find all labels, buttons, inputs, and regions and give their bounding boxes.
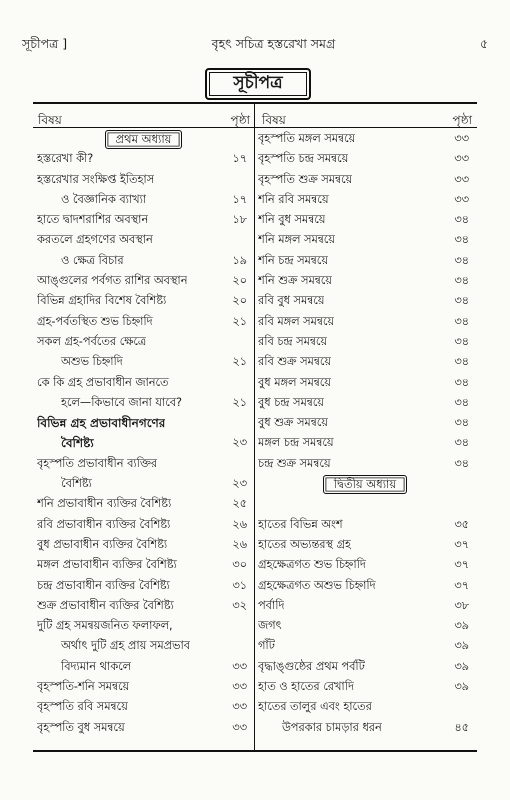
contents-entry — [37, 291, 250, 311]
entry-title: রবি বুধ সমন্বয়ে — [258, 294, 325, 308]
entry-page-number: ৩৯ — [454, 619, 469, 633]
contents-entry — [37, 697, 250, 717]
subject-heading: বিষয় — [38, 113, 62, 127]
row-spacer — [258, 494, 472, 514]
entry-page-number: ৩৫ — [454, 517, 469, 531]
entry-title: বৃহস্পতি চন্দ্র সমন্বয়ে — [258, 152, 349, 166]
entry-title: বিভিন্ন গ্রহ প্রভাবাধীনগণের — [37, 416, 166, 431]
contents-entry — [258, 251, 472, 271]
entry-page-number: ৩৪ — [454, 395, 469, 409]
page-number: ৫ — [479, 36, 488, 51]
entry-title: বৃহস্পতি শুক্র সমন্বয়ে — [258, 172, 353, 186]
entry-page-number: ৩৪ — [454, 314, 469, 328]
entry-title: বৈশিষ্ট্য — [61, 477, 92, 491]
contents-entry — [37, 515, 250, 535]
entry-page-number: ৩৪ — [454, 416, 469, 430]
contents-entry — [37, 454, 250, 474]
contents-entry — [37, 576, 250, 596]
contents-entry — [37, 433, 250, 453]
entry-page-number: ২৩ — [232, 436, 247, 450]
entry-page-number: ৩৩ — [232, 680, 247, 694]
entry-title: শনি বুধ সমন্বয়ে — [258, 213, 326, 227]
entry-title: পর্বাদি — [258, 598, 285, 612]
contents-entry — [258, 454, 472, 474]
entry-title: শনি মঙ্গল সমন্বয়ে — [258, 233, 335, 247]
contents-entry — [37, 210, 250, 230]
contents-entry — [258, 636, 472, 656]
contents-entry — [258, 535, 472, 555]
entry-page-number: ১৯ — [232, 253, 247, 267]
entry-title: দুটি গ্রহ সমন্বয়জনিত ফলাফল, — [37, 619, 173, 633]
entry-title: সকল গ্রহ-পর্বতের ক্ষেত্রে — [37, 334, 147, 348]
entry-title: বৃহস্পতি-শনি সমন্বয়ে — [37, 680, 130, 694]
entry-page-number — [221, 413, 250, 433]
entry-page-number: ১৭ — [232, 192, 247, 206]
contents-entry — [37, 190, 250, 210]
entry-page-number — [443, 697, 472, 717]
page-title — [205, 68, 311, 100]
entry-title: রবি শুক্র সমন্বয়ে — [258, 355, 332, 369]
contents-entry — [258, 312, 472, 332]
contents-entry — [258, 657, 472, 677]
entry-page-number — [221, 636, 250, 656]
contents-entry — [37, 373, 250, 393]
entry-page-number: ৩৪ — [454, 213, 469, 227]
entry-page-number: ৩৪ — [454, 274, 469, 288]
entry-page-number: ২১ — [232, 395, 247, 409]
entry-title: হলে—কিভাবে জানা যাবে? — [61, 395, 183, 409]
contents-entry — [258, 230, 472, 250]
book-title: বৃহৎ সচিত্র হস্তরেখা সমগ্র — [211, 36, 336, 51]
contents-entry — [258, 190, 472, 210]
entry-page-number: ২৬ — [232, 537, 247, 551]
entry-page-number: ৩১ — [232, 578, 247, 592]
contents-entry — [258, 718, 472, 738]
contents-entry — [37, 555, 250, 575]
entry-title: হাতের অভ্যন্তরস্থ গ্রহ — [258, 537, 351, 551]
entry-title: হাত ও হাতের রেখাদি — [258, 680, 354, 694]
contents-entry — [37, 535, 250, 555]
entry-page-number: ৩৪ — [454, 436, 469, 450]
contents-entry — [37, 170, 250, 190]
contents-entry — [37, 657, 250, 677]
contents-entry — [258, 677, 472, 697]
entry-page-number: ২০ — [232, 294, 247, 308]
entry-title: বৃহস্পতি রবি সমন্বয়ে — [37, 700, 128, 714]
entry-page-number: ৩৮ — [454, 598, 469, 612]
page-heading: পৃষ্ঠা — [230, 113, 250, 127]
entry-title: গ্রহক্ষেত্রগত শুভ চিহ্নাদি — [258, 558, 366, 572]
contents-entry — [37, 596, 250, 616]
entry-page-number — [221, 454, 250, 474]
entry-page-number — [221, 170, 250, 190]
entry-page-number: ১৭ — [232, 152, 247, 166]
contents-entry — [37, 474, 250, 494]
contents-entry — [258, 210, 472, 230]
contents-entry — [258, 697, 472, 717]
contents-entry — [258, 373, 472, 393]
entry-page-number: ৩৪ — [454, 253, 469, 267]
entry-title: করতলে গ্রহগণের অবস্থান — [37, 233, 153, 247]
entry-title: বিভিন্ন গ্রহাদির বিশেষ বৈশিষ্ট্য — [37, 294, 167, 308]
contents-entry — [258, 332, 472, 352]
entry-page-number: ২৩ — [232, 477, 247, 491]
contents-entry — [258, 149, 472, 169]
entry-page-number: ২০ — [232, 274, 247, 288]
subject-heading: বিষয় — [262, 113, 286, 127]
contents-entry — [258, 352, 472, 372]
contents-entry — [258, 129, 472, 149]
entry-page-number: ৩৪ — [454, 355, 469, 369]
contents-entry — [37, 271, 250, 291]
entry-page-number: ১৮ — [232, 213, 247, 227]
entry-page-number: ২৫ — [232, 497, 247, 511]
entry-title: মঙ্গল চন্দ্র সমন্বয়ে — [258, 436, 334, 450]
entry-title: চন্দ্র শুক্র সমন্বয়ে — [258, 456, 331, 470]
entry-title: গ্রহ-পর্বতস্থিত শুভ চিহ্নাদি — [37, 314, 153, 328]
header-rule — [33, 127, 477, 128]
chapter-heading-label: প্রথম অধ্যায় — [105, 130, 183, 149]
entry-page-number: ৩৩ — [232, 659, 247, 673]
contents-entry — [37, 616, 250, 636]
entry-title: বৈশিষ্ট্য — [61, 436, 94, 451]
entry-title: হাতে দ্বাদশরাশির অবস্থান — [37, 213, 149, 227]
contents-entry — [37, 636, 250, 656]
page-title-text: সূচীপত্র — [233, 73, 283, 93]
entry-title: বুধ প্রভাবাধীন ব্যক্তির বৈশিষ্ট্য — [37, 537, 168, 551]
contents-entry — [258, 291, 472, 311]
entry-page-number: ২১ — [232, 355, 247, 369]
entry-title: অর্থাৎ দুটি গ্রহ প্রায় সমপ্রভাব — [61, 639, 191, 653]
contents-entry — [37, 332, 250, 352]
contents-entry — [37, 312, 250, 332]
page-heading: পৃষ্ঠা — [452, 113, 472, 127]
entry-page-number — [221, 616, 250, 636]
entry-title: হস্তরেখা কী? — [37, 152, 94, 166]
contents-entry — [258, 576, 472, 596]
entry-title: বুধ শুক্র সমন্বয়ে — [258, 416, 328, 430]
entry-page-number: ৩৪ — [454, 456, 469, 470]
entry-page-number: ৩৯ — [454, 659, 469, 673]
entry-page-number: ২১ — [232, 314, 247, 328]
entry-title: বৃদ্ধাঙ্গুষ্ঠের প্রথম পর্বটি — [258, 659, 365, 673]
entry-title: হস্তরেখার সংক্ষিপ্ত ইতিহাস — [37, 172, 155, 186]
running-head — [22, 36, 488, 56]
entry-page-number — [221, 373, 250, 393]
entry-title: জগৎ — [258, 619, 282, 633]
entry-page-number — [221, 332, 250, 352]
entry-title: হাতের তালুর এবং হাতের — [258, 700, 372, 714]
entry-title: বৃহস্পতি প্রভাবাধীন ব্যক্তির — [37, 456, 158, 470]
entry-page-number: ৩৪ — [454, 294, 469, 308]
entry-title: শনি শুক্র সমন্বয়ে — [258, 274, 332, 288]
contents-entry — [258, 433, 472, 453]
entry-page-number: ৩৯ — [454, 639, 469, 653]
entry-title: শুক্র প্রভাবাধীন ব্যক্তির বৈশিষ্ট্য — [37, 598, 174, 612]
entry-page-number — [221, 230, 250, 250]
entry-title: শনি রবি সমন্বয়ে — [258, 192, 329, 206]
contents-entry — [37, 718, 250, 738]
contents-entry — [37, 149, 250, 169]
contents-entry — [37, 230, 250, 250]
entry-title: শনি প্রভাবাধীন ব্যক্তির বৈশিষ্ট্য — [37, 497, 172, 511]
entry-page-number: ৩২ — [232, 598, 247, 612]
entry-title: রবি প্রভাবাধীন ব্যক্তির বৈশিষ্ট্য — [37, 517, 171, 531]
contents-entry — [37, 413, 250, 433]
entry-page-number: ৩৪ — [454, 233, 469, 247]
entry-page-number: ৪৫ — [454, 720, 469, 734]
entry-page-number: ৩৩ — [454, 132, 469, 145]
entry-title: কে কি গ্রহ প্রভাবাধীন জানতে — [37, 375, 169, 389]
entry-title: রবি চন্দ্র সমন্বয়ে — [258, 334, 328, 348]
column-divider — [254, 102, 255, 750]
entry-title: হাতের বিভিন্ন অংশ — [258, 517, 343, 531]
contents-entry — [258, 413, 472, 433]
contents-entry — [258, 271, 472, 291]
chapter-heading — [37, 129, 250, 149]
entry-title: বৃহস্পতি বুধ সমন্বয়ে — [37, 720, 125, 734]
entry-page-number: ৩৭ — [454, 578, 469, 592]
contents-entry — [37, 393, 250, 413]
contents-entry — [258, 515, 472, 535]
contents-entry — [37, 352, 250, 372]
entry-title: আঙ্গুলের পর্বগত রাশির অবস্থান — [37, 274, 188, 288]
entry-title: বুধ চন্দ্র সমন্বয়ে — [258, 395, 324, 409]
entry-title: রবি মঙ্গল সমন্বয়ে — [258, 314, 335, 328]
entry-page-number: ৩০ — [232, 558, 247, 572]
chapter-heading-label: দ্বিতীয় অধ্যায় — [323, 475, 407, 494]
entry-page-number: ৩৭ — [454, 537, 469, 551]
contents-entry — [258, 170, 472, 190]
entry-title: ও বৈজ্ঞানিক ব্যাখ্যা — [61, 192, 147, 206]
entry-title: অশুভ চিহ্নাদি — [61, 355, 123, 369]
contents-entry — [37, 494, 250, 514]
entry-page-number: ৩৩ — [454, 172, 469, 186]
entry-page-number: ৩৪ — [454, 375, 469, 389]
left-contents-column — [37, 129, 250, 738]
entry-title: বিদ্যমান থাকলে — [61, 659, 132, 673]
entry-page-number: ৩৩ — [454, 192, 469, 206]
chapter-heading — [258, 474, 472, 494]
entry-page-number: ৩৩ — [232, 700, 247, 714]
entry-page-number: ৩৩ — [232, 720, 247, 734]
entry-title: গ্রহক্ষেত্রগত অশুভ চিহ্নাদি — [258, 578, 376, 592]
header-section-label: সূচীপত্র ] — [22, 36, 68, 51]
contents-entry — [37, 677, 250, 697]
entry-title: মঙ্গল প্রভাবাধীন ব্যক্তির বৈশিষ্ট্য — [37, 558, 177, 572]
contents-entry — [258, 596, 472, 616]
entry-title: ও ক্ষেত্র বিচার — [61, 253, 124, 267]
contents-entry — [258, 616, 472, 636]
entry-page-number: ৩৪ — [454, 334, 469, 348]
entry-page-number: ৩৯ — [454, 680, 469, 694]
contents-entry — [258, 555, 472, 575]
entry-page-number: ৩৩ — [454, 152, 469, 166]
entry-page-number: ২৬ — [232, 517, 247, 531]
entry-title: গাঁট — [258, 639, 275, 653]
entry-title: বৃহস্পতি মঙ্গল সমন্বয়ে — [258, 132, 356, 145]
contents-entry — [258, 393, 472, 413]
entry-title: শনি চন্দ্র সমন্বয়ে — [258, 253, 328, 267]
right-contents-column — [258, 129, 472, 738]
entry-title: চন্দ্র প্রভাবাধীন ব্যক্তির বৈশিষ্ট্য — [37, 578, 170, 592]
entry-title: বুধ মঙ্গল সমন্বয়ে — [258, 375, 331, 389]
entry-title: উপরকার চামড়ার ধরন — [282, 720, 382, 734]
entry-page-number: ৩৭ — [454, 558, 469, 572]
contents-entry — [37, 251, 250, 271]
